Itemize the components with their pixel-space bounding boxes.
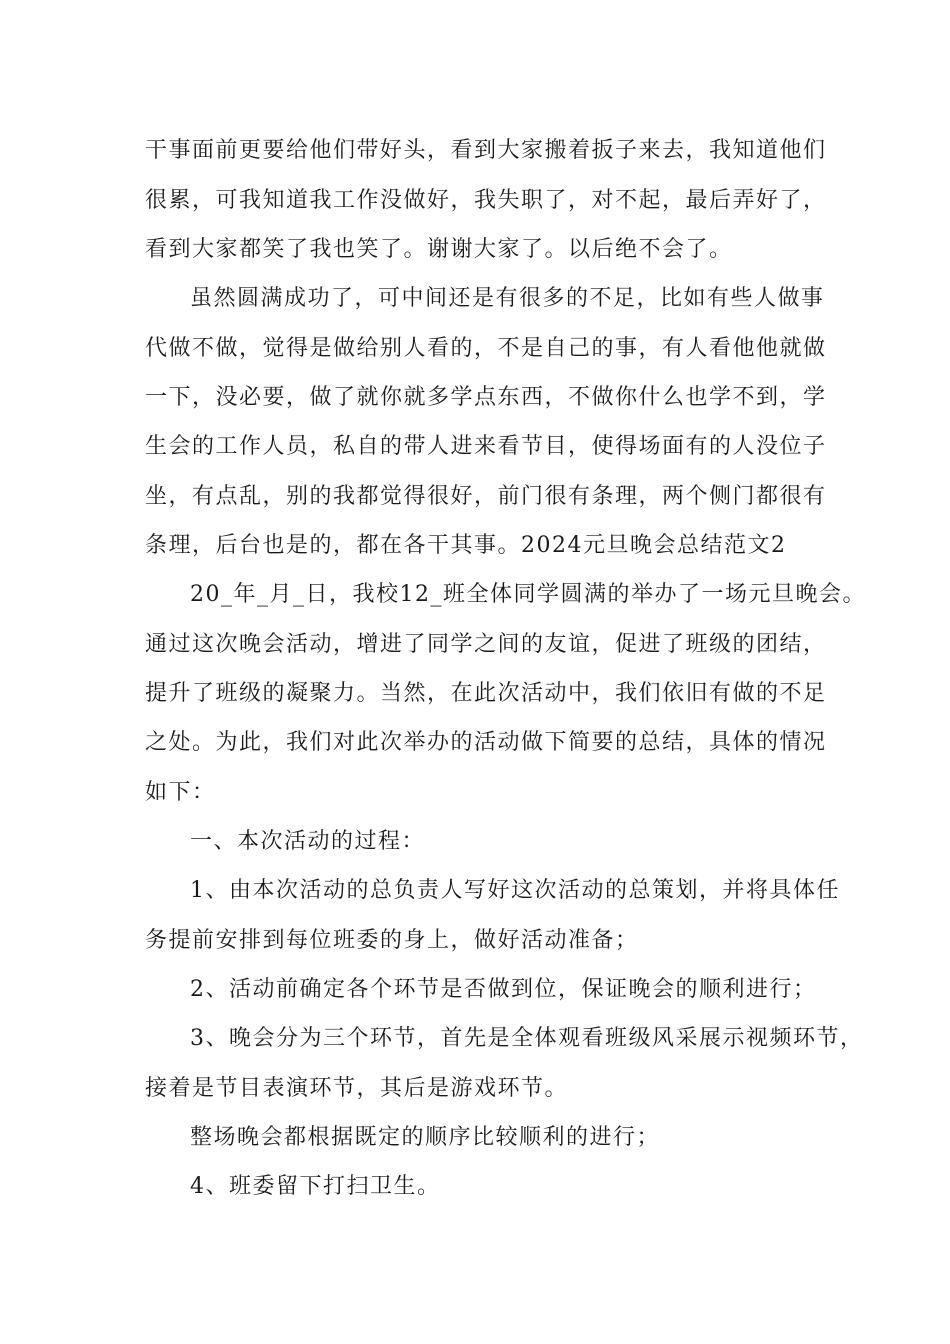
text-line: 如下：	[145, 780, 216, 805]
text-line: 看到大家都笑了我也笑了。谢谢大家了。以后绝不会了。	[145, 237, 733, 262]
text-line: 干事面前更要给他们带好头，看到大家搬着扳子来去，我知道他们	[145, 138, 827, 163]
text-line: 坐，有点乱，别的我都觉得很好，前门很有条理，两个侧门都很有	[145, 484, 827, 509]
list-item-line: 4、班委留下打扫卫生。	[190, 1174, 441, 1199]
text-line: 之处。为此，我们对此次举办的活动做下简要的总结，具体的情况	[145, 730, 827, 755]
text-line: 通过这次晚会活动，增进了同学之间的友谊，促进了班级的团结，	[145, 632, 827, 657]
text-line: 一下，没必要，做了就你就多学点东西，不做你什么也学不到，学	[145, 385, 827, 410]
text-line: 务提前安排到每位班委的身上，做好活动准备；	[145, 928, 639, 953]
text-line: 很累，可我知道我工作没做好，我失职了，对不起，最后弄好了，	[145, 188, 827, 213]
paragraph-start-line: 20_年_月_日，我校12_班全体同学圆满的举办了一场元旦晚会。	[190, 582, 866, 607]
list-item-line: 3、晚会分为三个环节，首先是全体观看班级风采展示视频环节，	[190, 1026, 864, 1051]
list-item-line: 2、活动前确定各个环节是否做到位，保证晚会的顺利进行；	[190, 977, 817, 1002]
text-line: 条理，后台也是的，都在各干其事。2024元旦晚会总结范文2	[145, 533, 787, 558]
text-line: 代做不做，觉得是做给别人看的，不是自己的事，有人看他他就做	[145, 336, 827, 361]
text-line: 生会的工作人员，私自的带人进来看节目，使得场面有的人没位子	[145, 434, 827, 459]
paragraph-start-line: 整场晚会都根据既定的顺序比较顺利的进行；	[190, 1125, 661, 1150]
text-line: 提升了班级的凝聚力。当然，在此次活动中，我们依旧有做的不足	[145, 681, 827, 706]
paragraph-start-line: 虽然圆满成功了，可中间还是有很多的不足，比如有些人做事	[190, 286, 825, 311]
section-heading: 一、本次活动的过程：	[190, 829, 426, 854]
text-line: 接着是节目表演环节，其后是游戏环节。	[145, 1076, 569, 1101]
list-item-line: 1、由本次活动的总负责人写好这次活动的总策划，并将具体任	[190, 878, 840, 903]
